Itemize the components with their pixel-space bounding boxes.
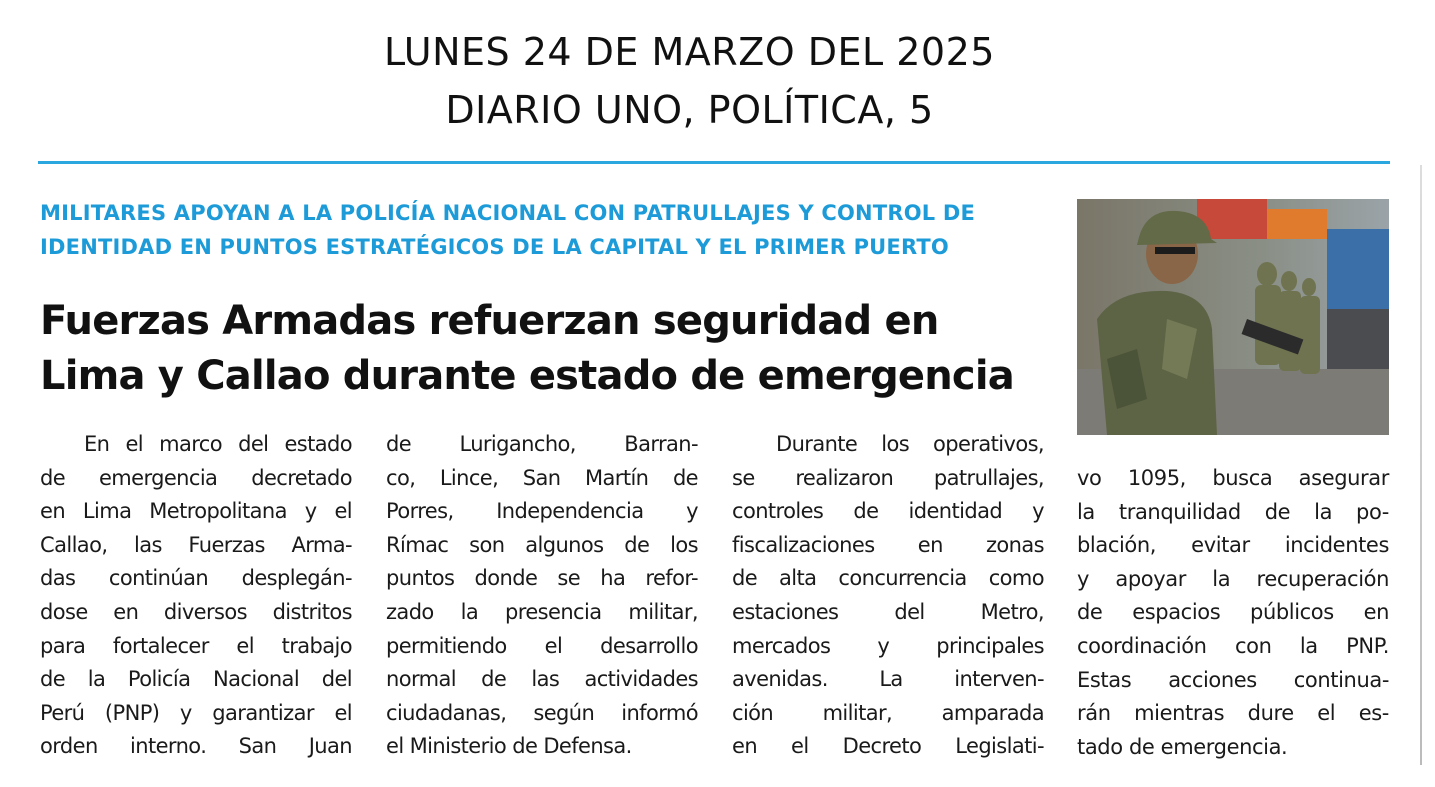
text-line: Perú (PNP) y garantizar el [40, 700, 352, 725]
text-line: se realizaron patrullajes, [732, 465, 1044, 490]
text-line: Estas acciones continua- [1077, 667, 1389, 692]
publication-source: DIARIO UNO, POLÍTICA, 5 [445, 88, 934, 132]
text-line: avenidas. La interven- [732, 667, 1044, 692]
text-line: Rímac son algunos de los [386, 532, 698, 557]
kicker-line: IDENTIDAD EN PUNTOS ESTRATÉGICOS DE LA CAPITAL Y EL PRIMER PUERTO [40, 235, 949, 259]
text-line: En el marco del estado [84, 432, 352, 456]
text-line: dose en diversos distritos [40, 599, 352, 624]
text-line: Porres, Independencia y [386, 499, 698, 524]
article-headline [40, 294, 1070, 404]
text-line: das continúan desplegán- [40, 566, 352, 591]
text-line: Callao, las Fuerzas Arma- [40, 532, 352, 557]
text-line: vo 1095, busca asegurar [1077, 466, 1389, 490]
text-line: orden interno. San Juan [40, 734, 352, 759]
text-line: rán mientras dure el es- [1077, 701, 1389, 726]
top-rule [38, 161, 1390, 164]
scan-edge [1420, 165, 1422, 765]
text-line: en Lima Metropolitana y el [40, 499, 352, 524]
text-line: en el Decreto Legislati- [732, 734, 1044, 759]
text-line: de Lurigancho, Barran- [386, 432, 698, 456]
text-line: mercados y principales [732, 633, 1044, 658]
headline-line: Fuerzas Armadas refuerzan seguridad en [40, 298, 939, 344]
kicker-line: MILITARES APOYAN A LA POLICÍA NACIONAL CON PATRULLAJES Y CONTROL DE [40, 201, 976, 225]
text-line: la tranquilidad de la po- [1077, 499, 1389, 524]
text-line: coordinación con la PNP. [1077, 633, 1389, 658]
text-line: zado la presencia militar, [386, 599, 698, 624]
text-line: blación, evitar incidentes [1077, 533, 1389, 558]
text-line: de la Policía Nacional del [40, 667, 352, 692]
article-kicker [40, 196, 1050, 264]
article-column-1 [40, 428, 352, 764]
text-line: y apoyar la recuperación [1077, 566, 1389, 591]
text-line: permitiendo el desarrollo [386, 633, 698, 658]
text-line: fiscalizaciones en zonas [732, 532, 1044, 557]
text-line: normal de las actividades [386, 667, 698, 692]
article-column-4 [1077, 462, 1389, 764]
article-column-3 [732, 428, 1044, 764]
publication-date: LUNES 24 DE MARZO DEL 2025 [384, 30, 995, 74]
soldiers-photo [1077, 199, 1389, 435]
text-line: ción militar, amparada [732, 700, 1044, 725]
text-line: ciudadanas, según informó [386, 700, 698, 725]
headline-line: Lima y Callao durante estado de emergencia [40, 353, 1014, 399]
text-line: controles de identidad y [732, 499, 1044, 524]
text-line: para fortalecer el trabajo [40, 633, 352, 658]
text-line: Durante los operativos, [776, 432, 1044, 456]
text-line: de alta concurrencia como [732, 566, 1044, 591]
text-line: de emergencia decretado [40, 465, 352, 490]
text-line: puntos donde se ha refor- [386, 566, 698, 591]
text-line: el Ministerio de Defensa. [386, 734, 632, 759]
text-line: co, Lince, San Martín de [386, 465, 698, 490]
photo-illustration [1077, 199, 1389, 435]
article-column-2 [386, 428, 698, 764]
text-line: de espacios públicos en [1077, 600, 1389, 625]
text-line: estaciones del Metro, [732, 599, 1044, 624]
text-line: tado de emergencia. [1077, 734, 1288, 759]
